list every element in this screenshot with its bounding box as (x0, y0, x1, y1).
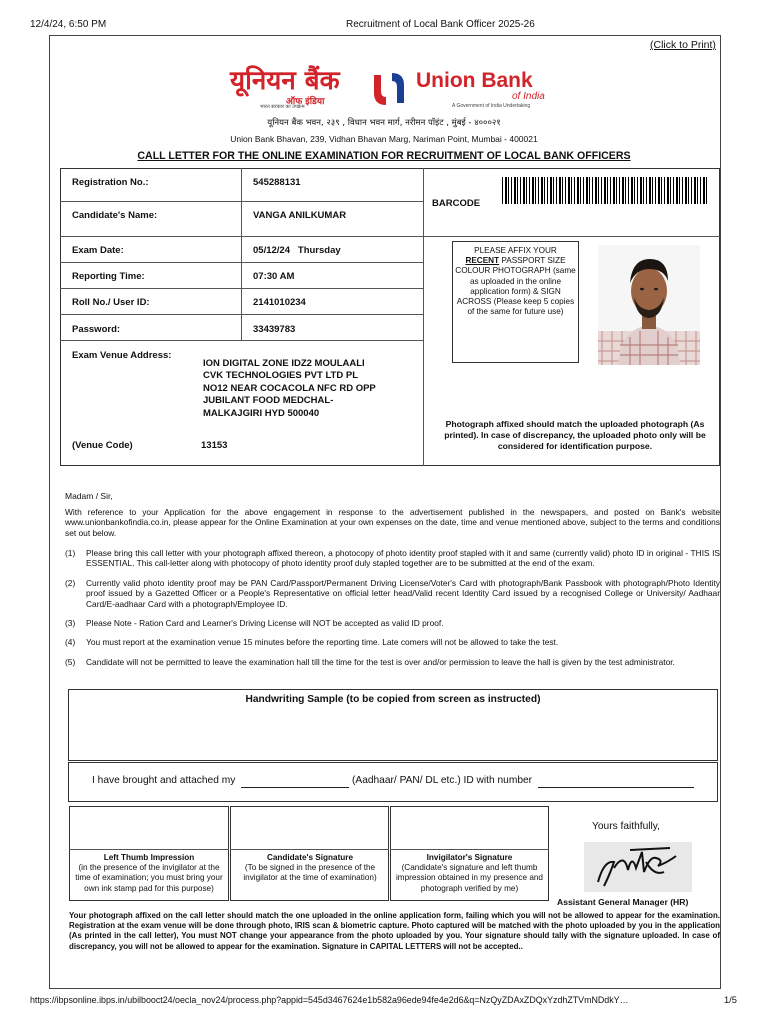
invigilator-signature-caption: Invigilator's Signature (Candidate's signature and left thumb impression obtained in my presence and photograph verified by me) (395, 853, 543, 893)
venue-code-label: (Venue Code) (72, 440, 133, 451)
agm-signature-image (584, 842, 692, 892)
rules-list (65, 548, 720, 667)
barcode-label: BARCODE (432, 198, 481, 209)
handwriting-sample-title: Handwriting Sample (to be copied from screen as instructed) (245, 694, 541, 705)
candidate-name-label: Candidate's Name: (72, 210, 158, 221)
salutation: Madam / Sir, (65, 491, 113, 501)
rule-item: (5) Candidate will not be permitted to leave the examination hall till the time for the test is over and/or permission to leave the hall is given by the test administrator. (65, 656, 675, 667)
logo-english-tagline: A Government of India Undertaking (452, 103, 531, 109)
logo-hindi-tagline: भारत सरकार का उपक्रम (260, 104, 305, 110)
agm-title: Assistant General Manager (HR) (557, 897, 689, 907)
print-datetime: 12/4/24, 6:50 PM (30, 19, 107, 30)
reporting-time-label: Reporting Time: (72, 271, 145, 282)
id-type-blank[interactable] (241, 787, 349, 788)
union-bank-logo (230, 66, 560, 116)
registration-label: Registration No.: (72, 177, 149, 188)
roll-no-value: 2141010234 (253, 297, 306, 308)
left-thumb-caption: Left Thumb Impression (in the presence of the invigilator at the time of examination; you must bring your own ink stamp pad for this purpose) (75, 853, 223, 893)
barcode-image (502, 177, 707, 204)
venue-address: ION DIGITAL ZONE IDZ2 MOULAALI CVK TECHNOLOGIES PVT LTD PL NO12 NEAR COCACOLA NFC RD OPP JUBILANT FOOD MEDCHAL- MALKAJGIRI HYD 500040 (203, 358, 376, 419)
registration-value: 545288131 (253, 177, 301, 188)
photo-instruction-text: PLEASE AFFIX YOUR RECENT PASSPORT SIZE COLOUR PHOTOGRAPH (same as uploaded in the online application form) & SIGN ACROSS (Please keep 5 copies of the same for future use) (455, 246, 576, 317)
id-declaration-part1: I have brought and attached my (92, 775, 236, 786)
print-page-number: 1/5 (724, 995, 737, 1005)
candidate-signature-caption: Candidate's Signature (To be signed in the presence of the invigilator at the time of examination) (243, 853, 377, 883)
call-letter-heading: CALL LETTER FOR THE ONLINE EXAMINATION FOR RECRUITMENT OF LOCAL BANK OFFICERS (137, 150, 631, 162)
address-english: Union Bank Bhavan, 239, Vidhan Bhavan Marg, Nariman Point, Mumbai - 400021 (230, 134, 538, 144)
exam-date-label: Exam Date: (72, 245, 124, 256)
rule-item: (1) Please bring this call letter with your photograph affixed thereon, a photocopy of photo identity proof stapled with it and same (currently valid) photo ID in original - THIS IS ESSENTIAL. This call-letter along with photocopy of photo identity proof duly stapled together are to be submitted at the end of the exam. (65, 548, 720, 569)
rule-item: (3) Please Note - Ration Card and Learner's Driving License will NOT be accepted as valid ID proof. (65, 618, 444, 629)
venue-code-value: 13153 (201, 440, 228, 451)
candidate-name-value: VANGA ANILKUMAR (253, 210, 347, 221)
venue-address-label: Exam Venue Address: (72, 350, 172, 361)
intro-paragraph: With reference to your Application for the above engagement in response to the advertisement published in the newspapers, and posted on Bank's website www.unionbankofindia.co.in, please appear for the Online Examination at your own expenses on the date, time and venue mentioned above, subject to the terms and conditions set out below. (65, 507, 720, 538)
logo-hindi-name: यूनियन बैंक (230, 66, 340, 96)
print-page-title: Recruitment of Local Bank Officer 2025-26 (346, 19, 535, 30)
logo-hindi-sub: ऑफ इंडिया (286, 97, 325, 107)
logo-english-name: Union Bank (416, 69, 533, 92)
candidate-photo (598, 245, 700, 365)
roll-no-label: Roll No./ User ID: (72, 297, 150, 308)
union-bank-emblem-icon (368, 69, 410, 109)
footer-note: Your photograph affixed on the call letter should match the one uploaded in the online application form, failing which you will not be allowed to appear for the examination. Registration at the exam venue will be done through photo, IRIS scan & biometric capture. Photo captured will be matched with the photo uploaded by you in the application (As printed in the call letter), You must NOT change your appearance from the photo uploaded by you. Your signature should tally with the signature uploaded. In case of discrepancy, you will not be allowed to appear for the examination. Signature in CAPITAL LETTERS will not be accepted.. (69, 911, 720, 951)
password-value: 33439783 (253, 324, 296, 335)
password-label: Password: (72, 324, 121, 335)
exam-date-value: 05/12/24 Thursday (253, 245, 341, 256)
yours-faithfully: Yours faithfully, (592, 821, 660, 832)
logo-english-sub: of India (512, 91, 545, 102)
id-number-blank[interactable] (538, 787, 694, 788)
rule-item: (2) Currently valid photo identity proof may be PAN Card/Passport/Permanent Driving License/Voter's Card with photograph/Bank Passbook with photograph/Photo Identity proof issued by a Gazetted Officer or a People's Representative on official letter head/Valid recent Identity Card issued by a recognised College or University/ Aadhaar Card/E-aadhaar Card with a photograph/Employee ID. (65, 577, 720, 609)
photo-match-note: Photograph affixed should match the uploaded photograph (As printed). In case of discrepancy, the uploaded photo only will be considered for identification purpose. (444, 419, 706, 451)
rule-item: (4) You must report at the examination venue 15 minutes before the reporting time. Late comers will not be allowed to take the test. (65, 637, 559, 648)
reporting-time-value: 07:30 AM (253, 271, 295, 282)
print-url: https://ibpsonline.ibps.in/ubilbooct24/oecla_nov24/process.php?appid=545d3467624e1b582a96ede94fe4e2d6&q=NzQyZDAxZDQxYzdhZTVmNDdkY… (30, 995, 629, 1005)
click-to-print-link[interactable]: (Click to Print) (650, 39, 716, 51)
address-hindi: यूनियन बैंक भवन, २३९ , विधान भवन मार्ग, नरीमन पॉइंट , मुंबई - ४०००२१ (267, 118, 501, 128)
id-declaration-part2: (Aadhaar/ PAN/ DL etc.) ID with number (352, 775, 533, 786)
